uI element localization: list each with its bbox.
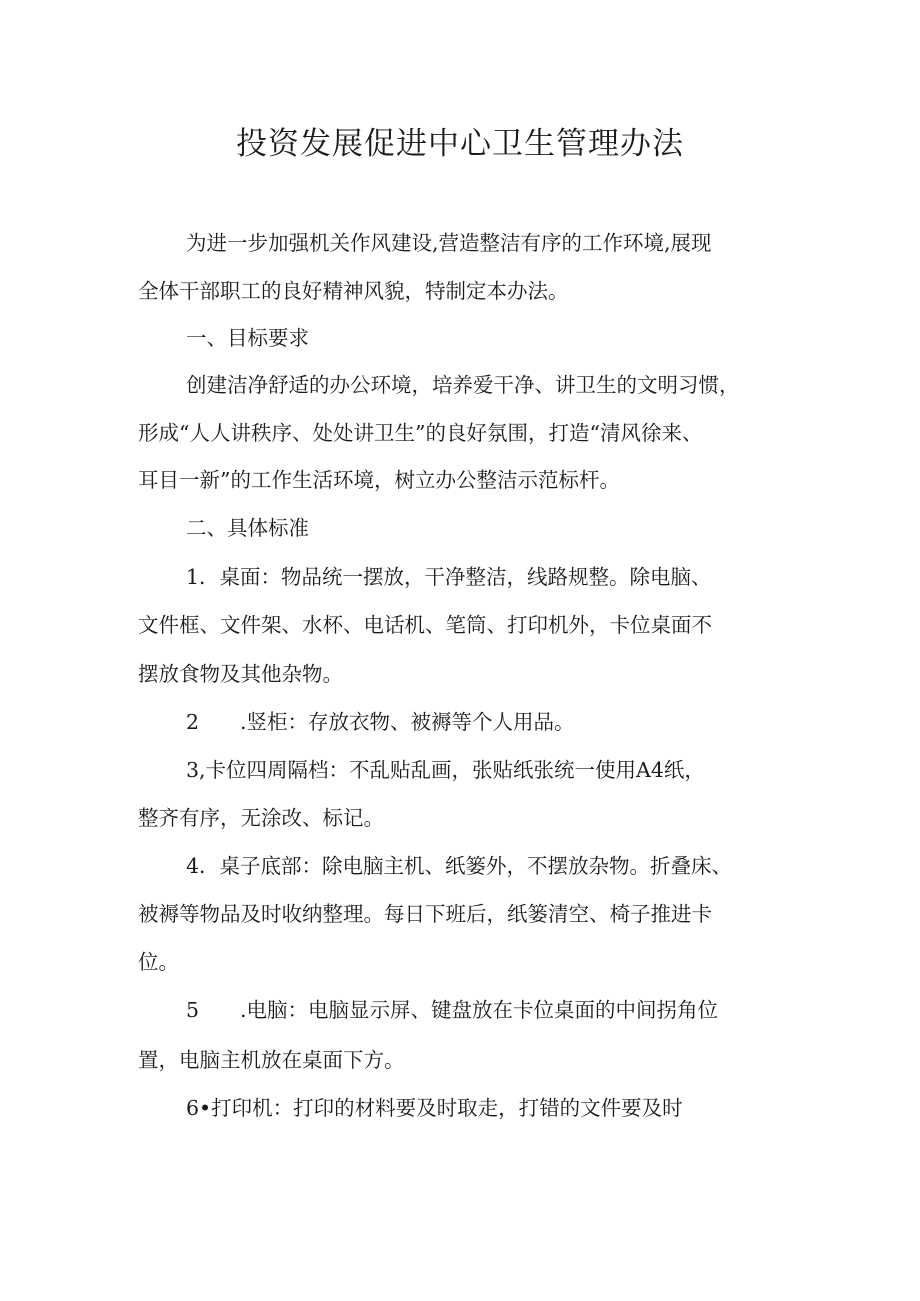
paragraph-line: 置，电脑主机放在桌面下方。: [138, 1048, 405, 1072]
paragraph-line: 2 .竖柜：存放衣物、被褥等个人用品。: [186, 710, 575, 734]
paragraph-line: 创建洁净舒适的办公环境，培养爱干净、讲卫生的文明习惯，: [186, 373, 740, 397]
paragraph-line: 5 .电脑：电脑显示屏、键盘放在卡位桌面的中间拐角位: [186, 998, 719, 1022]
paragraph-line: 形成“人人讲秩序、处处讲卫生”的良好氛围，打造“清风徐来、: [138, 421, 703, 445]
paragraph-line: 耳目一新”的工作生活环境，树立办公整洁示范标杆。: [138, 468, 620, 492]
paragraph-line: 4．桌子底部：除电脑主机、纸篓外，不摆放杂物。折叠床、: [186, 854, 733, 878]
paragraph-line: 位。: [138, 950, 179, 974]
paragraph-line: 全体干部职工的良好精神风貌，特制定本办法。: [138, 279, 569, 303]
paragraph-line: 6•打印机：打印的材料要及时取走，打错的文件要及时: [186, 1096, 683, 1120]
paragraph-line: 3,卡位四周隔档：不乱贴乱画，张贴纸张统一使用A4纸，: [186, 758, 705, 782]
paragraph-line: 文件框、文件架、水杯、电话机、笔筒、打印机外，卡位桌面不: [138, 613, 712, 637]
paragraph-line: 整齐有序，无涂改、标记。: [138, 806, 384, 830]
paragraph-line: 摆放食物及其他杂物。: [138, 662, 343, 686]
paragraph-line: 为进一步加强机关作风建设,营造整洁有序的工作环境,展现: [186, 231, 712, 255]
section-heading-goals: 一、目标要求: [186, 326, 309, 350]
paragraph-line: 1．桌面：物品统一摆放，干净整洁，线路规整。除电脑、: [186, 565, 712, 589]
document-title: 投资发展促进中心卫生管理办法: [236, 126, 684, 162]
paragraph-line: 被褥等物品及时收纳整理。每日下班后，纸篓清空、椅子推进卡: [138, 902, 712, 926]
section-heading-standards: 二、具体标准: [186, 516, 309, 540]
